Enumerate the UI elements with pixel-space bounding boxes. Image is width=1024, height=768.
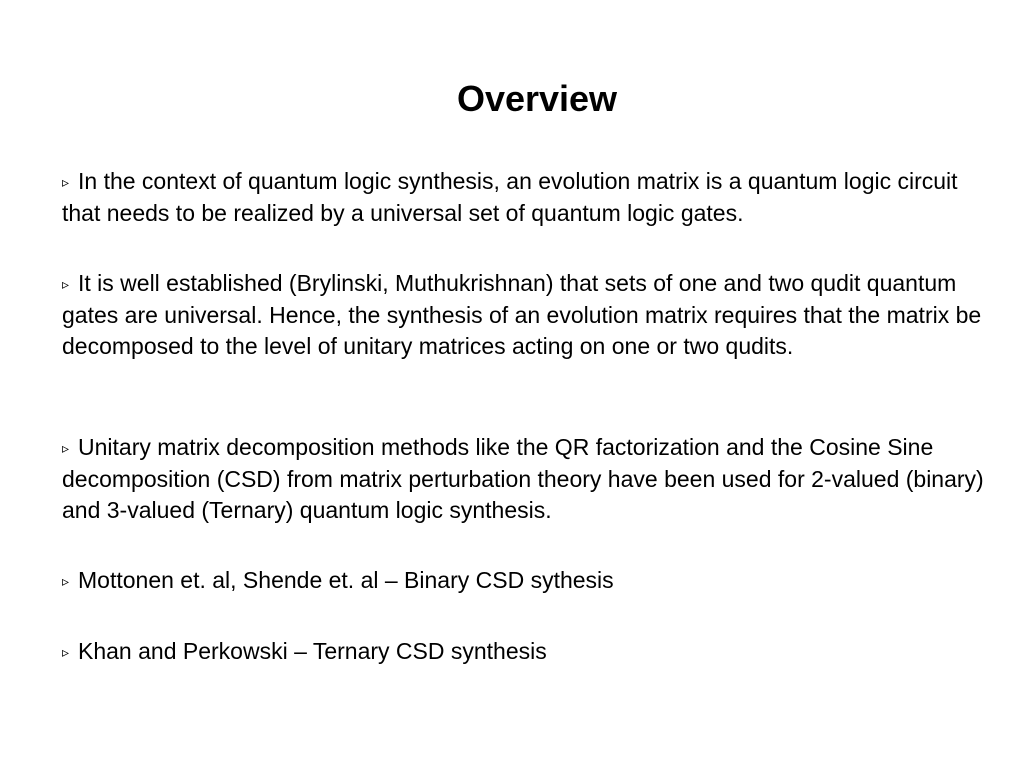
triangle-bullet-icon: ▹	[62, 276, 70, 292]
bullet-item	[62, 432, 992, 526]
bullet-item	[62, 636, 992, 668]
triangle-bullet-icon: ▹	[62, 644, 70, 660]
bullet-item	[62, 268, 992, 362]
title-container	[0, 78, 1024, 120]
bullet-text: Khan and Perkowski – Ternary CSD synthesis	[78, 638, 547, 664]
triangle-bullet-icon: ▹	[62, 440, 70, 456]
bullet-item	[62, 166, 992, 229]
bullet-text: In the context of quantum logic synthesis, an evolution matrix is a quantum logic circuit that needs to be realized by a universal set of quantum logic gates.	[62, 168, 958, 226]
slide-title: Overview	[456, 78, 618, 119]
bullet-text: Unitary matrix decomposition methods like the QR factorization and the Cosine Sine decomposition (CSD) from matrix perturbation theory have been used for 2-valued (binary) and 3-valued (Ternary) quantum logic synthesis.	[62, 434, 984, 523]
triangle-bullet-icon: ▹	[62, 573, 70, 589]
bullet-text: It is well established (Brylinski, Muthukrishnan) that sets of one and two qudit quantum gates are universal. Hence, the synthesis of an evolution matrix requires that the matrix be decomposed to the level of unitary matrices acting on one or two qudits.	[62, 270, 982, 359]
bullet-item	[62, 565, 992, 597]
triangle-bullet-icon: ▹	[62, 174, 70, 190]
bullet-text: Mottonen et. al, Shende et. al – Binary CSD sythesis	[78, 567, 614, 593]
